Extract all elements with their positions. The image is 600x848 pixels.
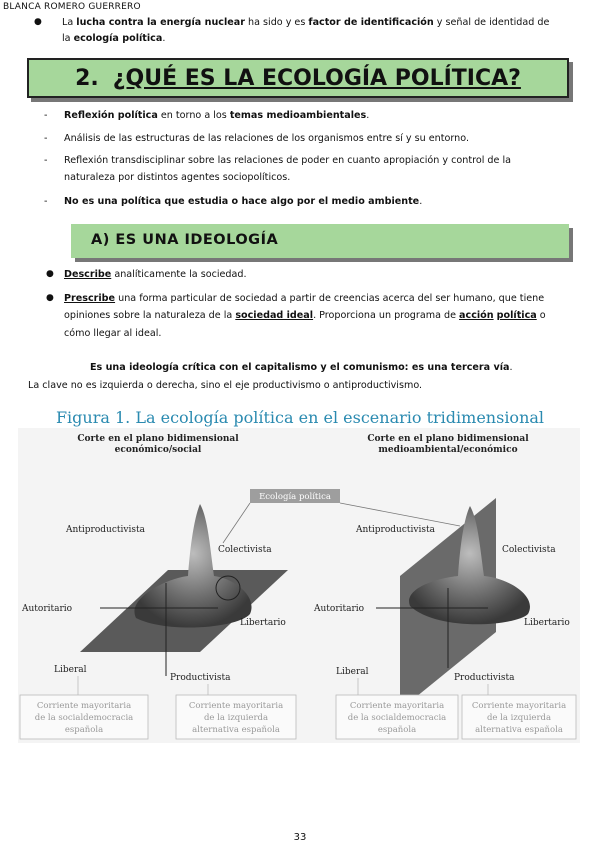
right-label-colectivista: Colectivista [502,545,556,555]
right-label-antiproductivista: Antiproductivista [356,525,435,535]
figure-svg [18,428,580,743]
dash-item-1 [64,110,369,121]
critical-statement [90,362,513,373]
box-mid-line-3: alternativa española [192,725,280,735]
intro-line-1 [62,17,549,28]
box-right-2-line-3: alternativa española [475,725,563,735]
left-label-productivista: Productivista [170,673,231,683]
bullet-icon: ● [46,293,54,303]
right-label-productivista: Productivista [454,673,515,683]
box-right-1-line-3: española [377,725,417,735]
bold-span: política [496,310,537,321]
section-number: 2. [75,65,99,91]
text-span: . Proporciona un programa de [313,310,460,321]
box-right-1-line-1: Corriente mayoritaria [349,701,445,711]
text-span: . [509,362,513,373]
bold-span: temas medioambientales [229,110,367,121]
left-heading-2: económico/social [114,445,202,455]
left-label-libertario: Libertario [240,618,286,628]
figure-image [18,428,580,743]
text-span: ha sido y es [244,17,309,28]
text-span: y señal de identidad de [433,17,550,28]
ideology-item-2-line-1 [64,293,544,304]
author-header: BLANCA ROMERO GUERRERO [3,2,141,12]
text-span: una forma particular de sociedad a partir de creencias acerca del ser humano, que tiene [115,293,545,304]
right-heading-2: medioambiental/económico [378,445,518,455]
banner-text: Ecología política [259,492,331,502]
dash-item-2: Análisis de las estructuras de las relaciones de los organismos entre sí y su entorno. [64,133,469,144]
bold-span: Reflexión política [64,110,158,121]
text-span: opiniones sobre la naturaleza de la [64,310,236,321]
bold-span: No es una política que estudia o hace algo por el medio ambiente [64,196,420,207]
box-left-line-2: de la socialdemocracia [34,713,134,723]
bold-span: factor de identificación [308,17,434,28]
text-span: . [366,110,370,121]
box-mid-line-1: Corriente mayoritaria [188,701,284,711]
bullet-icon: ● [34,17,42,27]
dash-item-4 [64,196,422,207]
left-label-colectivista: Colectivista [218,545,272,555]
subsection-title: A) ES UNA IDEOLOGÍA [91,232,279,248]
bold-span: sociedad ideal [235,310,314,321]
box-right-1-line-2: de la socialdemocracia [347,713,447,723]
intro-line-2 [62,33,165,44]
bold-span: Prescribe [64,293,116,304]
bold-span: lucha contra la energía nuclear [76,17,245,28]
box-left-line-1: Corriente mayoritaria [36,701,132,711]
dash-marker: - [44,196,48,207]
text-span: analíticamente la sociedad. [111,269,247,280]
bold-span: ecología política [73,33,163,44]
left-heading-1: Corte en el plano bidimensional [77,434,239,444]
bullet-icon: ● [46,269,54,279]
box-left-line-3: española [64,725,104,735]
bold-span: acción [459,310,494,321]
dash-marker: - [44,133,48,144]
right-label-autoritario: Autoritario [314,604,365,614]
right-label-liberal: Liberal [336,667,369,677]
key-statement: La clave no es izquierda o derecha, sino el eje productivismo o antiproductivismo. [28,380,423,391]
banner-pointer-left [223,503,250,543]
bold-span: Es una ideología crítica con el capitalismo y el comunismo: es una tercera vía [90,362,510,373]
dash-marker: - [44,155,48,166]
box-mid-line-2: de la izquierda [203,713,269,723]
dash-item-3-line-2: naturaleza por distintos agentes sociopolíticos. [64,172,291,183]
left-surface [134,504,251,628]
subsection-box [71,224,569,258]
section-title-box [27,58,569,98]
text-span: . [419,196,423,207]
left-label-antiproductivista: Antiproductivista [66,525,145,535]
section-title-text: ¿QUÉ ES LA ECOLOGÍA POLÍTICA? [112,65,521,91]
box-right-2-line-1: Corriente mayoritaria [471,701,567,711]
text-span: . [162,33,166,44]
figure-title: Figura 1. La ecología política en el escenario tridimensional [55,408,545,427]
dash-item-3-line-1: Reflexión transdisciplinar sobre las relaciones de poder en cuanto apropiación y control de la [64,155,512,166]
ideology-item-2-line-2 [64,310,546,321]
section-title [29,60,567,96]
text-span: La [62,17,77,28]
text-span: en torno a los [157,110,230,121]
banner-pointer-right [340,503,460,526]
left-label-autoritario: Autoritario [22,604,73,614]
dash-marker: - [44,110,48,121]
left-label-liberal: Liberal [54,665,87,675]
ideology-item-2-line-3: cómo llegar al ideal. [64,328,162,339]
bold-span: Describe [64,269,112,280]
right-heading-1: Corte en el plano bidimensional [367,434,529,444]
page-number: 33 [293,832,307,843]
box-right-2-line-2: de la izquierda [486,713,552,723]
text-span: la [62,33,74,44]
right-label-libertario: Libertario [524,618,570,628]
text-span: o [536,310,546,321]
ideology-item-1 [64,269,247,280]
